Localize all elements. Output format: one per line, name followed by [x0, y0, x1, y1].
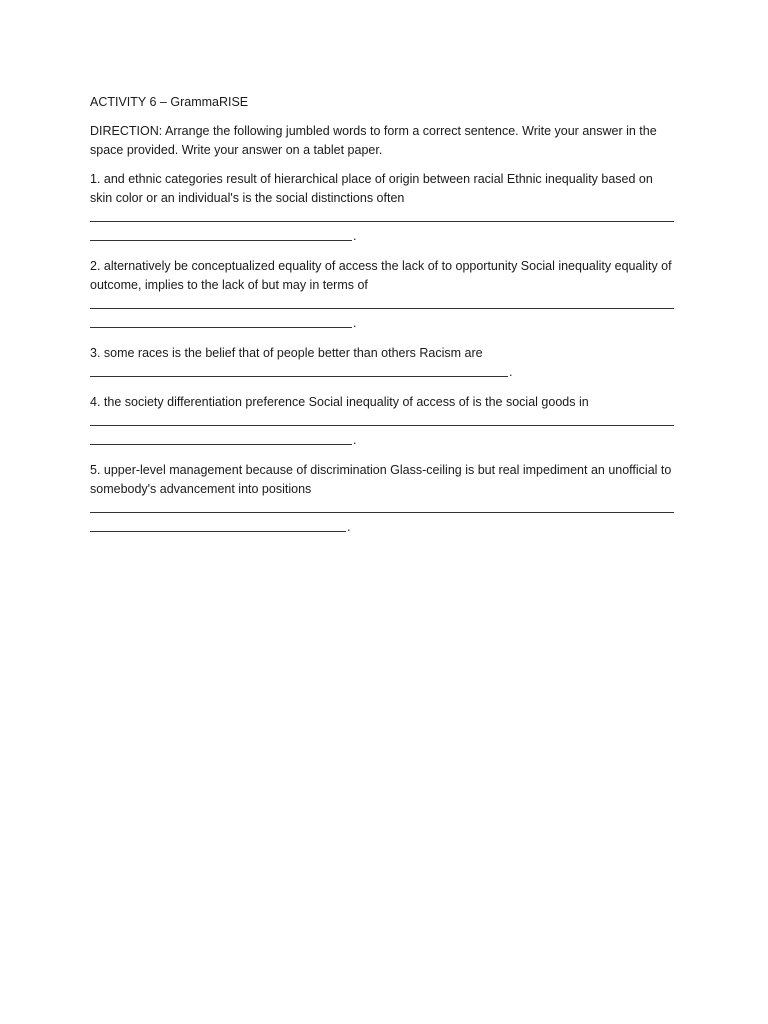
period-mark: .: [353, 433, 357, 447]
answer-underline: [90, 444, 352, 445]
answer-blank[interactable]: [90, 431, 676, 450]
question-prompt: 1. and ethnic categories result of hierarchical place of origin between racial Ethnic inequality based on skin color or an individual's is the social distinctions often: [90, 172, 653, 205]
question-prompt: 2. alternatively be conceptualized equality of access the lack of to opportunity Social inequality equality of outcome, implies to the lack of but may in terms of: [90, 259, 672, 292]
period-mark: .: [353, 316, 357, 330]
answer-underline: [90, 425, 674, 426]
answer-blank[interactable]: [90, 227, 676, 246]
period-mark: .: [509, 365, 513, 379]
activity-title: ACTIVITY 6 – GrammaRISE: [90, 95, 249, 109]
answer-blank[interactable]: [90, 314, 676, 333]
question-3: [90, 344, 676, 382]
answer-blank[interactable]: [90, 363, 676, 382]
answer-blank[interactable]: [90, 518, 676, 537]
period-mark: .: [353, 229, 357, 243]
answer-blank[interactable]: [90, 295, 676, 314]
answer-underline: [90, 327, 352, 328]
question-prompt: 3. some races is the belief that of people better than others Racism are: [90, 346, 483, 360]
question-2: [90, 257, 676, 333]
answer-blank[interactable]: [90, 499, 676, 518]
question-prompt: 5. upper-level management because of discrimination Glass-ceiling is but real impediment an unofficial to somebody's advancement into positions: [90, 463, 672, 496]
direction-text: DIRECTION: Arrange the following jumbled words to form a correct sentence. Write your answer in the space provided. Write your answer on a tablet paper.: [90, 124, 657, 157]
answer-underline: [90, 308, 674, 309]
answer-underline: [90, 531, 346, 532]
answer-blank[interactable]: [90, 208, 676, 227]
period-mark: .: [347, 520, 351, 534]
answer-underline: [90, 221, 674, 222]
answer-underline: [90, 240, 352, 241]
answer-underline: [90, 376, 508, 377]
question-4: [90, 393, 676, 450]
question-5: [90, 461, 676, 537]
answer-blank[interactable]: [90, 412, 676, 431]
question-1: [90, 170, 676, 246]
question-prompt: 4. the society differentiation preference Social inequality of access of is the social goods in: [90, 395, 589, 409]
answer-underline: [90, 512, 674, 513]
worksheet: [90, 93, 676, 548]
